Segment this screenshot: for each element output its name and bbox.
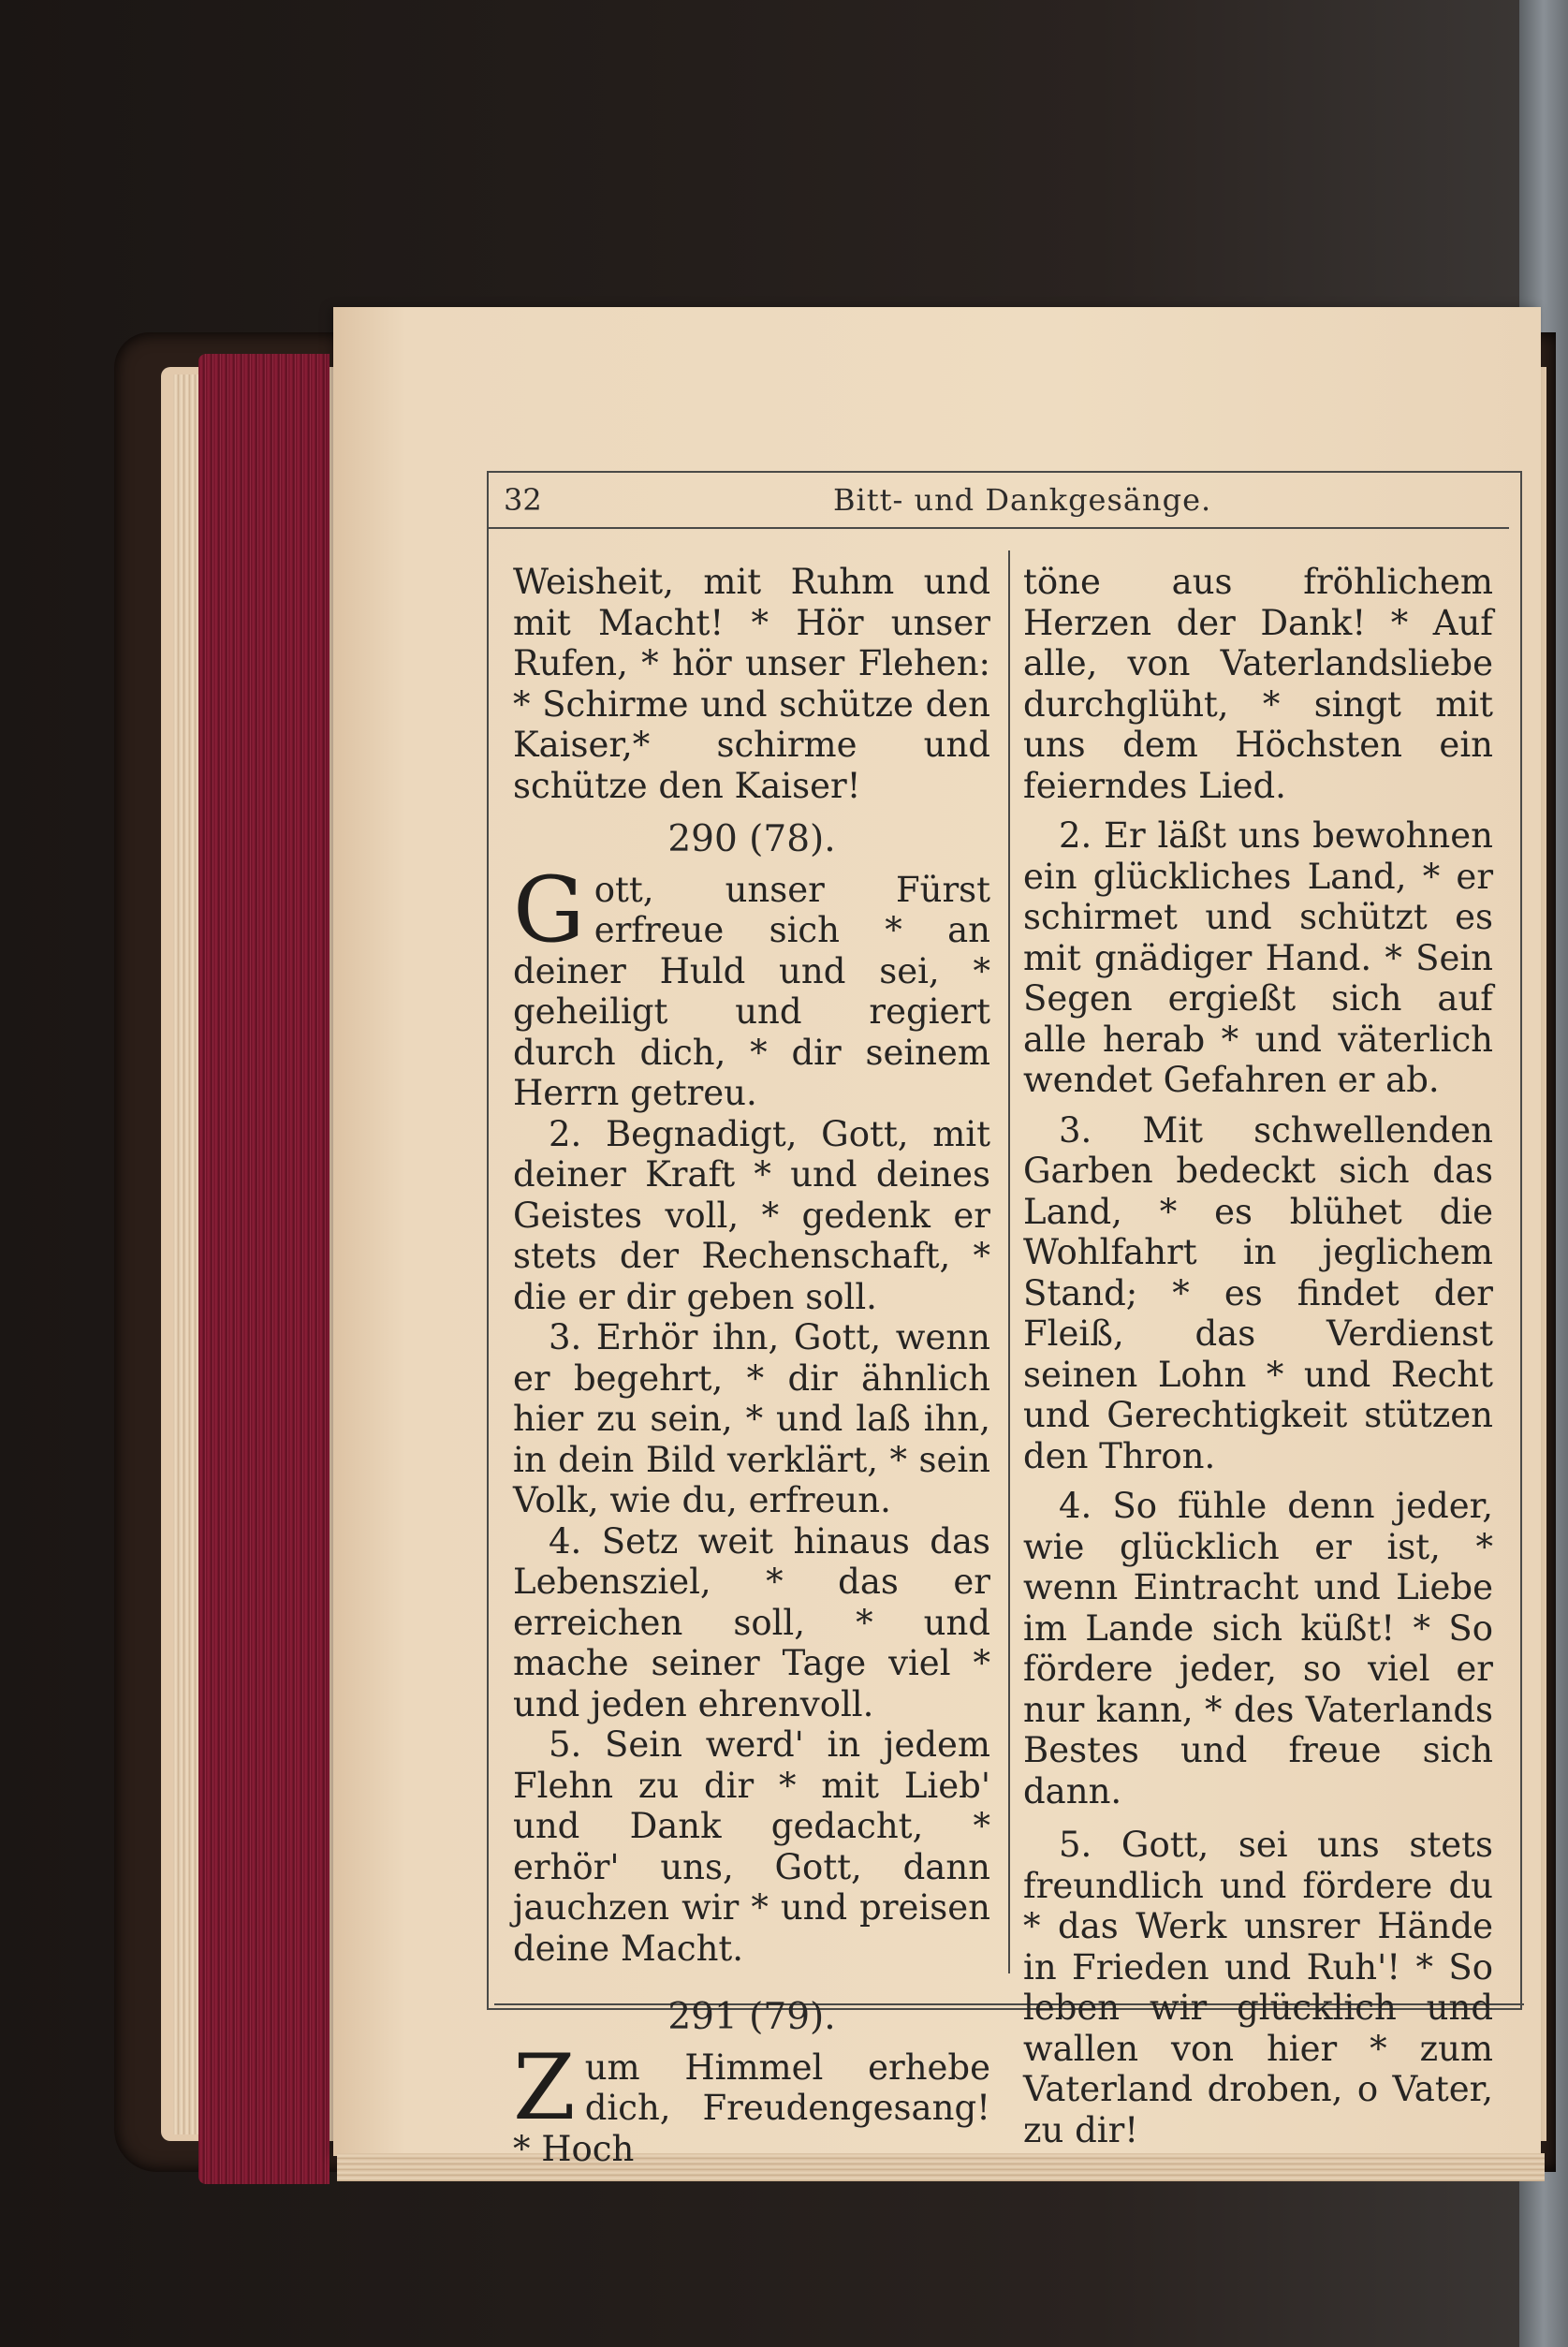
hymn-290-verse-2: 2. Begnadigt, Gott, mit deiner Kraft * und deines Geistes voll, * gedenk er stets der Rechenschaft, * die er dir geben soll. [513,1113,990,1317]
page-edges [173,374,201,2134]
hymn-290-heading: 290 (78). [667,818,836,860]
right-column [1023,562,1493,2150]
header-rule [487,527,1509,529]
verse-text: ott, unser Fürst erfreue sich * an deiner Huld und sei, * geheiligt und regiert durch dich, * dir seinem Herrn getreu. [513,869,990,1113]
hymn-290-verse-3: 3. Erhör ihn, Gott, wenn er begehrt, * dir ähnlich hier zu sein, * und laß ihn, in dein Bild verklärt, * sein Volk, wie du, erfreun. [513,1317,990,1520]
hymn-290-verse-4: 4. Setz weit hinaus das Lebensziel, * das er erreichen soll, * und mache seiner Tage viel * und jeden ehrenvoll. [513,1520,990,1724]
hymn-291-verse-4: 4. So fühle denn jeder, wie glücklich er ist, * wenn Eintracht und Liebe im Lande sich küßt! * So fördere jeder, so viel er nur kann, * des Vaterlands Bestes und freue sich dann. [1023,1486,1493,1812]
hymn-291-verse-1 [513,2034,990,2170]
hymn-291-verse-1-continued: töne aus fröhlichem Herzen der Dank! * Auf alle, von Vaterlandsliebe durchglüht, * singt mit uns dem Höchsten ein feierndes Lied. [1023,562,1493,806]
dropcap: G [513,857,585,962]
dropcap: Z [513,2034,576,2140]
column-divider [1008,550,1010,1973]
hymn-291-verse-2: 2. Er läßt uns bewohnen ein glückliches Land, * er schirmet und schützt es mit gnädiger Hand. * Sein Segen ergießt sich auf alle herab * und väterlich wendet Gefahren er ab. [1023,815,1493,1100]
left-column [513,562,990,2169]
hymn-289-ending: Weisheit, mit Ruhm und mit Macht! * Hör unser Rufen, * hör unser Flehen: * Schirme und schütze den Kaiser,* schirme und schütze den Kaiser! [513,562,990,806]
hymn-291-heading: 291 (79). [667,1996,836,2038]
hymn-291-verse-5: 5. Gott, sei uns stets freundlich und fördere du * das Werk unsrer Hände in Frieden und Ruh'! * So leben wir glücklich und wallen von hier * zum Vaterland droben, o Vater, zu dir! [1023,1825,1493,2150]
running-head: Bitt- und Dankgesänge. [833,482,1212,518]
page-number: 32 [504,482,542,518]
red-page-edges [198,354,330,2184]
hymn-290-verse-5: 5. Sein werd' in jedem Flehn zu dir * mit Lieb' und Dank gedacht, * erhör' uns, Gott, dann jauchzen wir * und preisen deine Macht. [513,1724,990,1969]
hymn-291-verse-3: 3. Mit schwellenden Garben bedeckt sich das Land, * es blühet die Wohlfahrt in jeglichem Stand; * es findet der Fleiß, das Verdienst seinen Lohn * und Recht und Gerechtigkeit stützen den Thron. [1023,1109,1493,1476]
hymn-290-verse-1 [513,857,990,1114]
verse-text: um Himmel erhebe dich, Freudengesang! * Hoch [513,2046,990,2169]
